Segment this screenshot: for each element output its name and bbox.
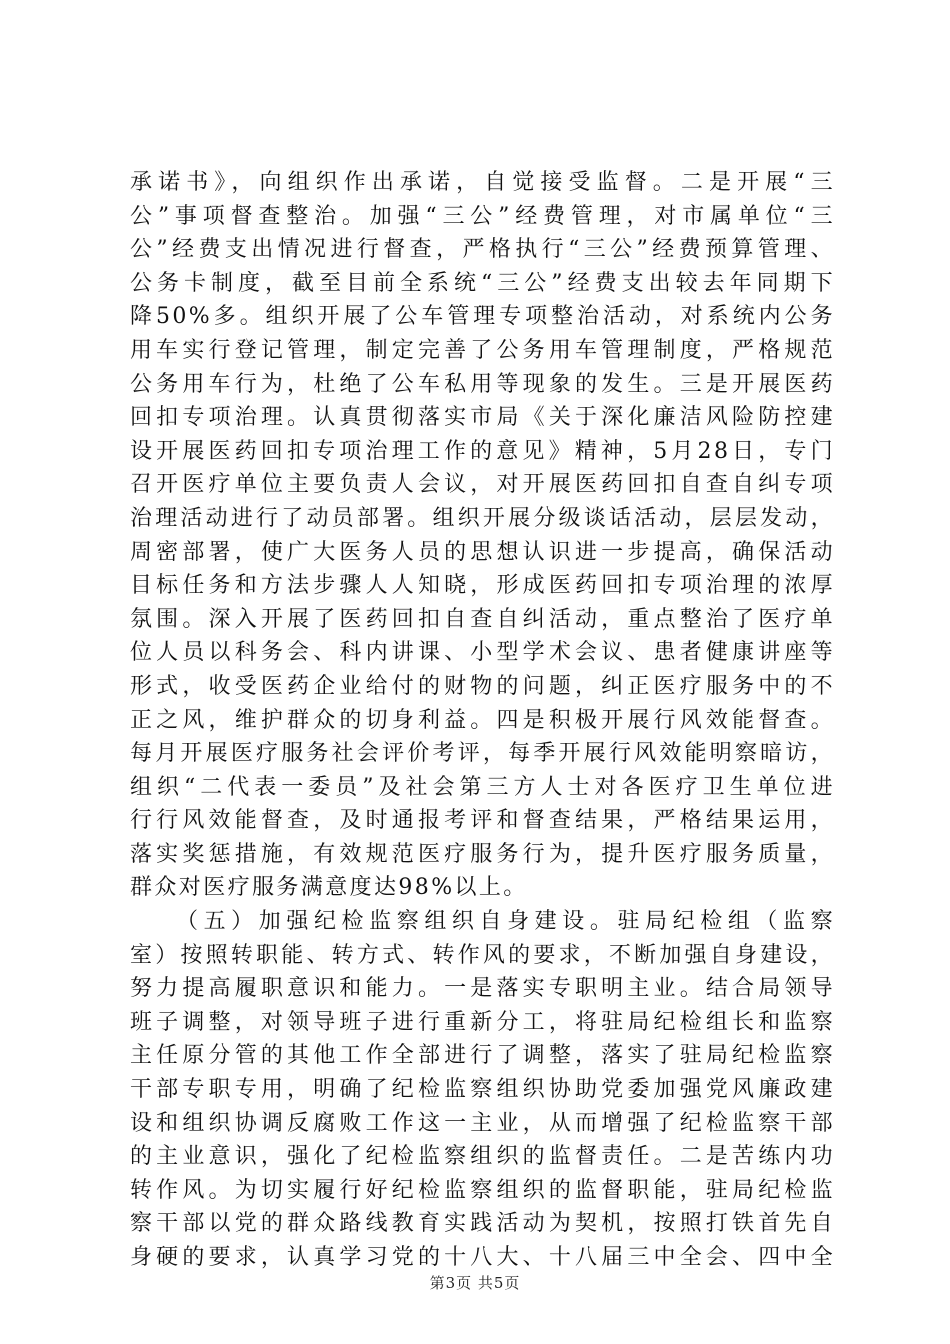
page-number-footer: 第3页 共5页 — [429, 1274, 521, 1292]
paragraph-end-line: 群众对医疗服务满意度达98%以上。 — [130, 875, 528, 901]
text-line: 目标任务和方法步骤人人知晓，形成医药回扣专项治理的浓厚 — [130, 573, 835, 599]
text-line: 落实奖惩措施，有效规范医疗服务行为，提升医疗服务质量， — [130, 841, 835, 867]
text-line: 公”事项督查整治。加强“三公”经费管理，对市属单位“三 — [130, 203, 835, 229]
text-line: 身硬的要求，认真学习党的十八大、十八届三中全会、四中全 — [130, 1245, 835, 1270]
text-line: 室）按照转职能、转方式、转作风的要求，不断加强自身建设， — [130, 942, 835, 968]
text-line: 转作风。为切实履行好纪检监察组织的监督职能，驻局纪检监 — [130, 1177, 835, 1203]
text-line: 氛围。深入开展了医药回扣自查自纠活动，重点整治了医疗单 — [130, 606, 835, 632]
text-line: 形式，收受医药企业给付的财物的问题，纠正医疗服务中的不 — [130, 673, 835, 699]
text-line: 努力提高履职意识和能力。一是落实专职明主业。结合局领导 — [130, 976, 835, 1002]
text-line: 降50%多。组织开展了公车管理专项整治活动，对系统内公务 — [130, 304, 835, 330]
body-text — [130, 166, 835, 1275]
text-line: 承诺书》，向组织作出承诺，自觉接受监督。二是开展“三 — [130, 170, 835, 195]
text-line: 主任原分管的其他工作全部进行了调整，落实了驻局纪检监察 — [130, 1043, 835, 1069]
text-line: 行行风效能督查，及时通报考评和督查结果，严格结果运用， — [130, 808, 835, 834]
text-line: 的主业意识，强化了纪检监察组织的监督责任。二是苦练内功 — [130, 1144, 835, 1170]
text-line: 召开医疗单位主要负责人会议，对开展医药回扣自查自纠专项 — [130, 472, 835, 498]
text-line: 组织“二代表一委员”及社会第三方人士对各医疗卫生单位进 — [130, 774, 835, 800]
text-line: 设和组织协调反腐败工作这一主业，从而增强了纪检监察干部 — [130, 1110, 835, 1136]
text-line: 班子调整，对领导班子进行重新分工，将驻局纪检组长和监察 — [130, 1009, 835, 1035]
text-line: 公务用车行为，杜绝了公车私用等现象的发生。三是开展医药 — [130, 371, 835, 397]
text-line: 设开展医药回扣专项治理工作的意见》精神，5月28日，专门 — [130, 438, 835, 464]
text-line: 正之风，维护群众的切身利益。四是积极开展行风效能督查。 — [130, 707, 835, 733]
section-heading-line: （五）加强纪检监察组织自身建设。驻局纪检组（监察 — [176, 909, 835, 935]
text-line: 每月开展医疗服务社会评价考评，每季开展行风效能明察暗访， — [130, 741, 835, 767]
text-line: 周密部署，使广大医务人员的思想认识进一步提高，确保活动 — [130, 539, 835, 565]
text-line: 公”经费支出情况进行督查，严格执行“三公”经费预算管理、 — [130, 237, 835, 263]
text-line: 位人员以科务会、科内讲课、小型学术会议、患者健康讲座等 — [130, 640, 835, 666]
text-line: 回扣专项治理。认真贯彻落实市局《关于深化廉洁风险防控建 — [130, 405, 835, 431]
text-line: 察干部以党的群众路线教育实践活动为契机，按照打铁首先自 — [130, 1211, 835, 1237]
text-line: 治理活动进行了动员部署。组织开展分级谈话活动，层层发动， — [130, 505, 835, 531]
text-line: 用车实行登记管理，制定完善了公务用车管理制度，严格规范 — [130, 337, 835, 363]
text-line: 干部专职专用，明确了纪检监察组织协助党委加强党风廉政建 — [130, 1077, 835, 1103]
text-line: 公务卡制度，截至目前全系统“三公”经费支出较去年同期下 — [130, 270, 835, 296]
